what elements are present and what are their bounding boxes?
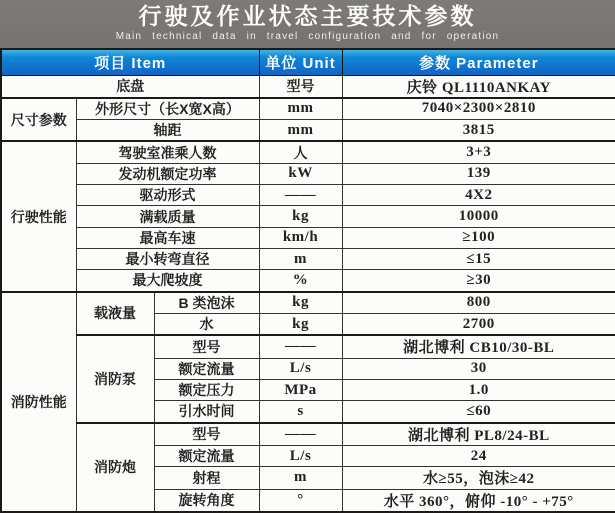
table-row xyxy=(1,292,615,314)
unit-cell: km/h xyxy=(259,227,342,248)
item-cell: 旋转角度 xyxy=(154,489,259,512)
unit-cell: L/s xyxy=(259,445,342,466)
value-cell: ≥30 xyxy=(342,270,615,292)
unit-cell: L/s xyxy=(259,358,342,379)
item-cell-chassis: 底盘 xyxy=(1,75,259,98)
item-cell: 满载质量 xyxy=(76,206,259,227)
value-cell: ≥100 xyxy=(342,227,615,248)
item-cell: 驾驶室准乘人数 xyxy=(76,141,259,163)
unit-cell: —— xyxy=(259,423,342,446)
unit-cell: kg xyxy=(259,292,342,314)
value-cell: 1.0 xyxy=(342,379,615,400)
group-travel: 行驶性能 xyxy=(1,141,76,291)
group-dimensions: 尺寸参数 xyxy=(1,98,76,142)
column-header-unit: 单位 Unit xyxy=(259,49,342,75)
table-row xyxy=(1,423,615,446)
unit-cell: kg xyxy=(259,206,342,227)
item-cell: 额定压力 xyxy=(154,379,259,400)
unit-cell: mm xyxy=(259,98,342,120)
table-row xyxy=(1,185,615,206)
group-fire: 消防性能 xyxy=(1,292,76,512)
value-cell: ≤60 xyxy=(342,401,615,423)
table-row xyxy=(1,120,615,142)
unit-cell: % xyxy=(259,270,342,292)
value-cell: 3+3 xyxy=(342,141,615,163)
item-cell: 发动机额定功率 xyxy=(76,163,259,184)
value-cell: 139 xyxy=(342,163,615,184)
item-cell: 最小转弯直径 xyxy=(76,249,259,270)
value-cell: 庆铃 QL1110ANKAY xyxy=(342,75,615,98)
value-cell: 2700 xyxy=(342,313,615,335)
item-cell: 型号 xyxy=(154,335,259,358)
item-cell: 水 xyxy=(154,313,259,335)
unit-cell: MPa xyxy=(259,379,342,400)
item-cell: 额定流量 xyxy=(154,445,259,466)
item-cell: 引水时间 xyxy=(154,401,259,423)
table-row xyxy=(1,75,615,98)
table-row xyxy=(1,206,615,227)
unit-cell: m xyxy=(259,467,342,489)
subgroup-pump: 消防泵 xyxy=(76,335,154,422)
value-cell: 3815 xyxy=(342,120,615,142)
subgroup-liquid: 载液量 xyxy=(76,292,154,336)
unit-cell: —— xyxy=(259,335,342,358)
item-cell: 最高车速 xyxy=(76,227,259,248)
spec-table xyxy=(0,48,615,513)
table-row xyxy=(1,335,615,358)
item-cell: B 类泡沫 xyxy=(154,292,259,314)
unit-cell: —— xyxy=(259,185,342,206)
value-cell: 30 xyxy=(342,358,615,379)
value-cell: 湖北博利 PL8/24-BL xyxy=(342,423,615,446)
unit-cell: 人 xyxy=(259,141,342,163)
value-cell: 7040×2300×2810 xyxy=(342,98,615,120)
column-header-parameter: 参数 Parameter xyxy=(342,49,615,75)
value-cell: 湖北博利 CB10/30-BL xyxy=(342,335,615,358)
table-row xyxy=(1,141,615,163)
item-cell: 最大爬坡度 xyxy=(76,270,259,292)
table-row xyxy=(1,270,615,292)
unit-cell: mm xyxy=(259,120,342,142)
page-subtitle: Main technical data in travel configuration and for operation xyxy=(115,31,500,42)
value-cell: 水≥55，泡沫≥42 xyxy=(342,467,615,489)
value-cell: 24 xyxy=(342,445,615,466)
item-cell: 驱动形式 xyxy=(76,185,259,206)
page-title: 行驶及作业状态主要技术参数 xyxy=(138,3,477,29)
table-row xyxy=(1,227,615,248)
unit-cell: ° xyxy=(259,489,342,512)
unit-cell: m xyxy=(259,249,342,270)
value-cell: ≤15 xyxy=(342,249,615,270)
item-cell: 轴距 xyxy=(76,120,259,142)
item-cell: 射程 xyxy=(154,467,259,489)
unit-cell: s xyxy=(259,401,342,423)
table-row xyxy=(1,98,615,120)
unit-cell: kg xyxy=(259,313,342,335)
unit-cell: 型号 xyxy=(259,75,342,98)
column-header-item: 项目 Item xyxy=(1,49,259,75)
value-cell: 水平 360°，俯仰 -10° - +75° xyxy=(342,489,615,512)
unit-cell: kW xyxy=(259,163,342,184)
table-row xyxy=(1,163,615,184)
header-row xyxy=(1,49,615,75)
item-cell: 额定流量 xyxy=(154,358,259,379)
table-row xyxy=(1,249,615,270)
item-cell: 外形尺寸（长X宽X高） xyxy=(76,98,259,120)
subgroup-monitor: 消防炮 xyxy=(76,423,154,512)
value-cell: 4X2 xyxy=(342,185,615,206)
value-cell: 800 xyxy=(342,292,615,314)
title-banner xyxy=(0,0,615,48)
item-cell: 型号 xyxy=(154,423,259,446)
value-cell: 10000 xyxy=(342,206,615,227)
